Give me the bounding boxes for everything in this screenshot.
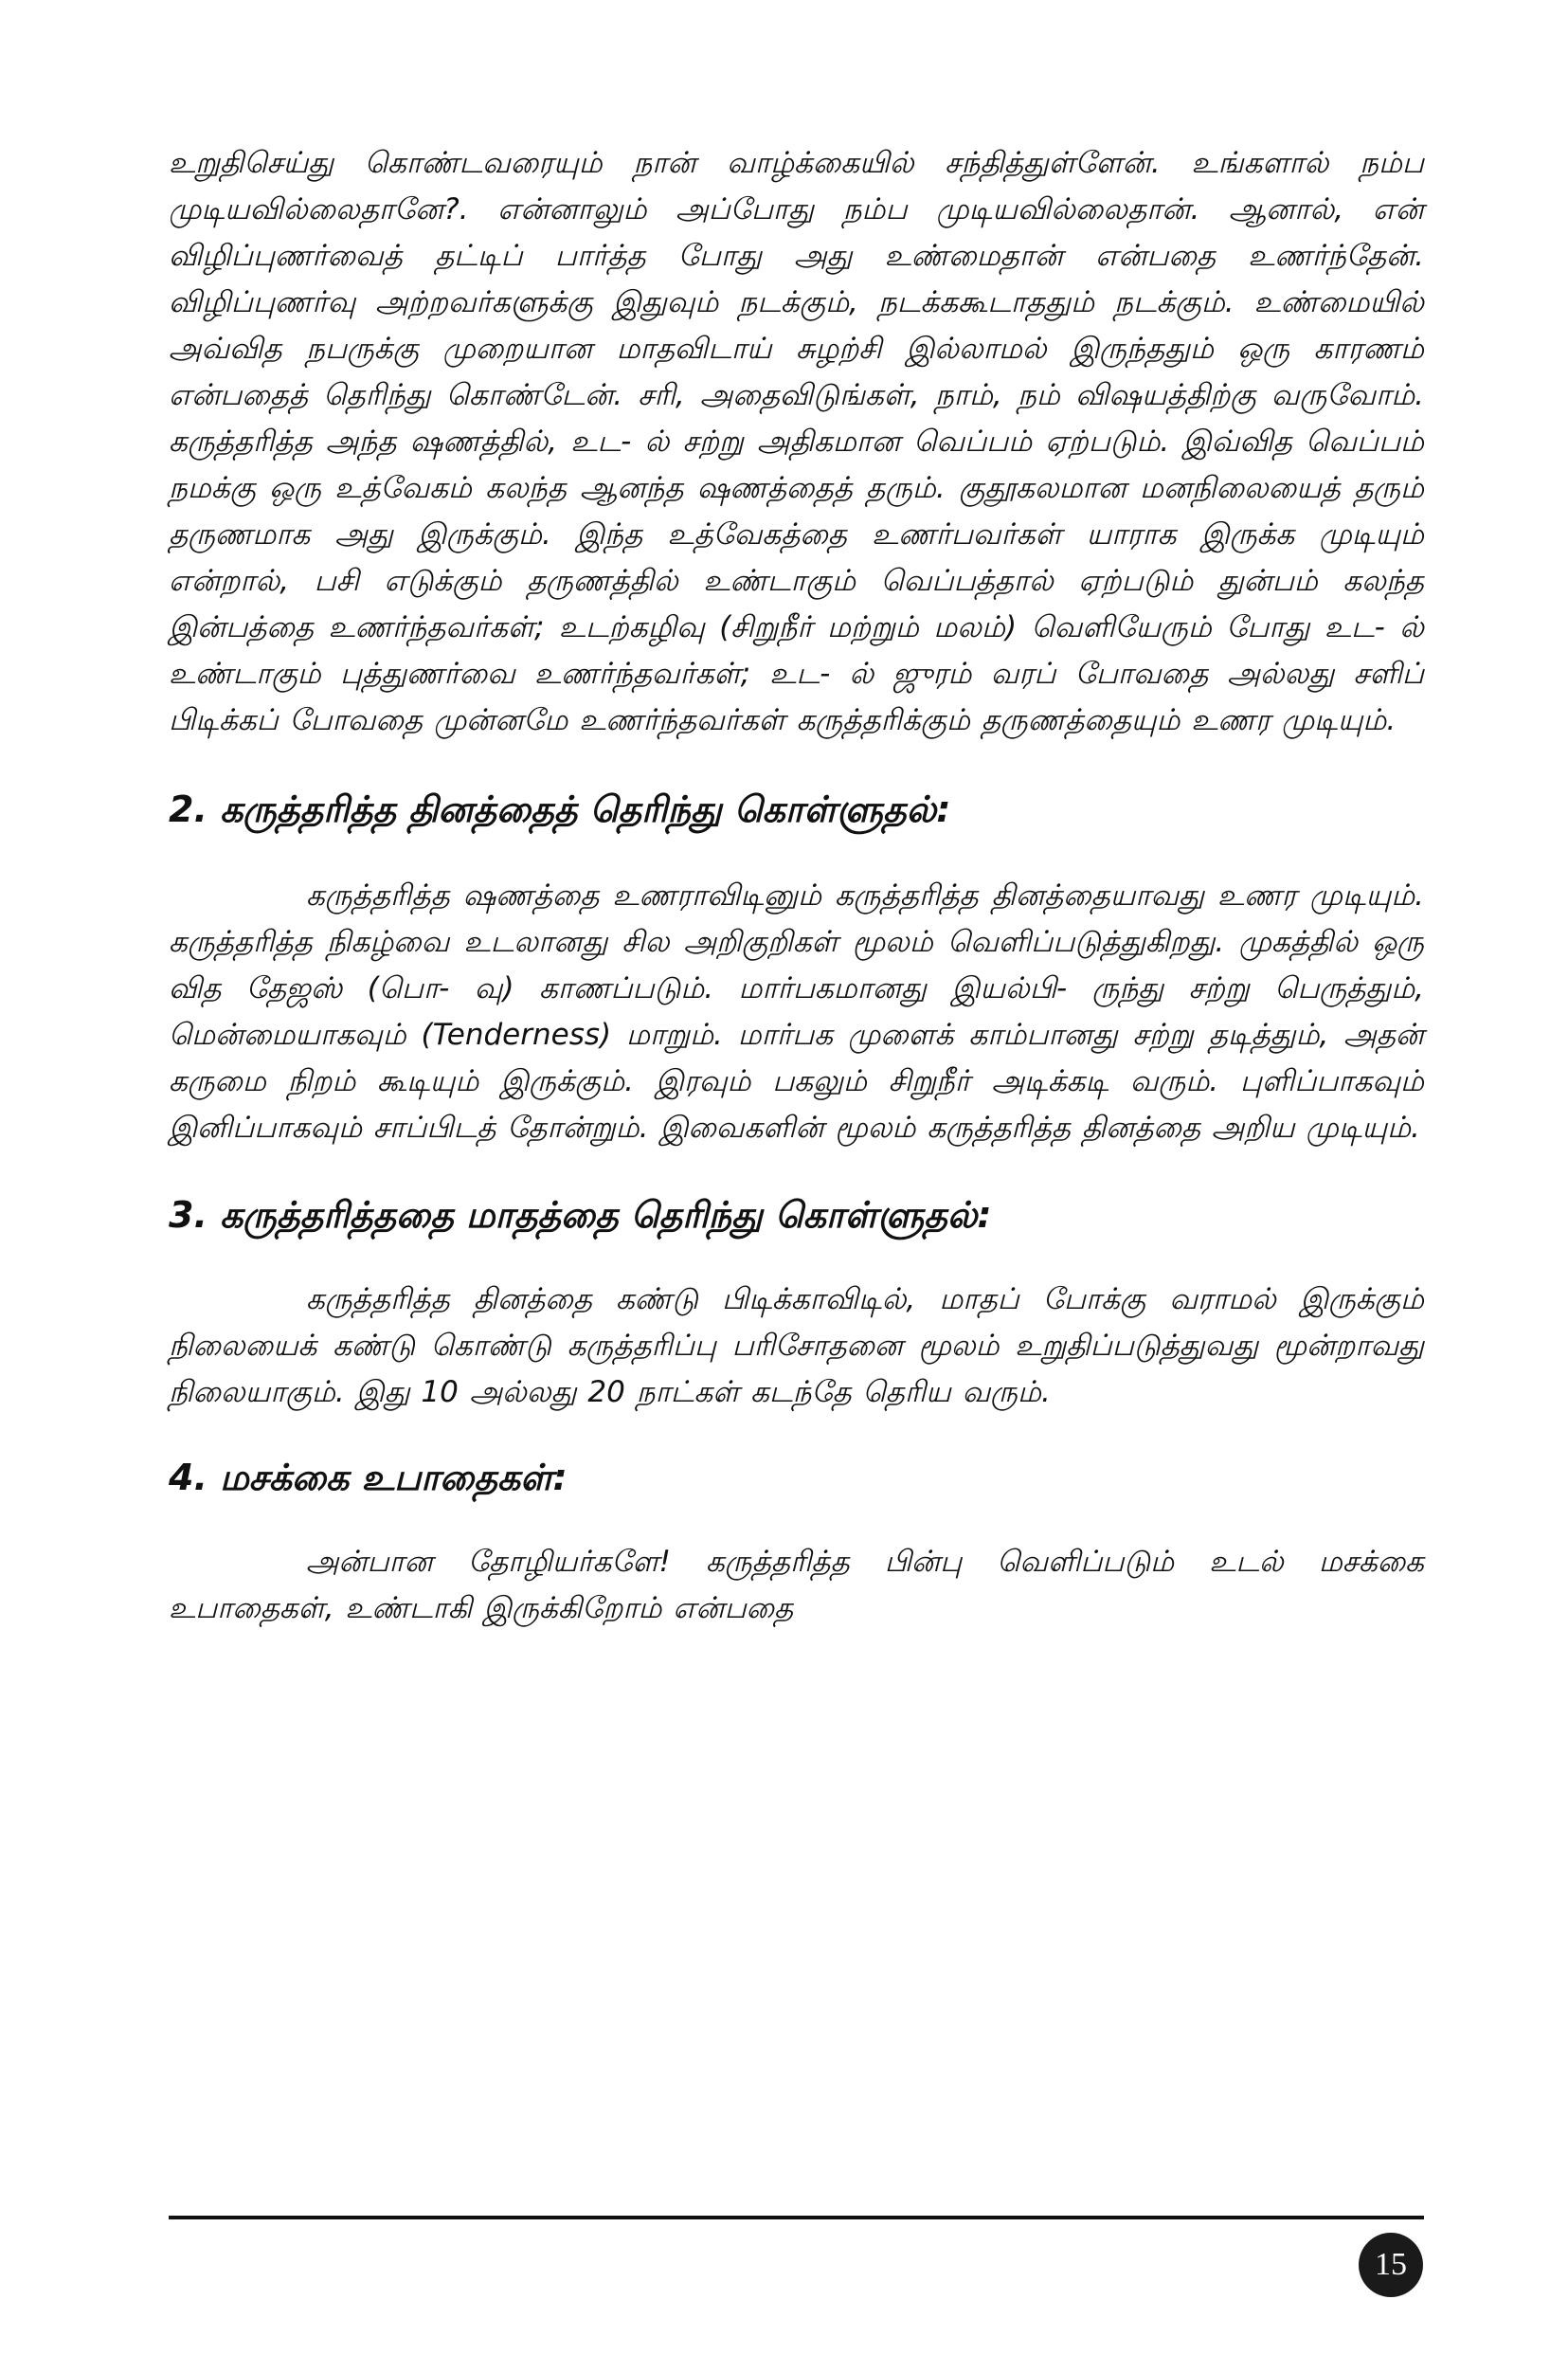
paragraph-section-2: கருத்தரித்த ஷணத்தை உணராவிடினும் கருத்தரித்த தினத்தையாவது உணர முடியும். கருத்தரித்த நிகழ்வை உடலானது சில அறிகுறிகள் மூலம் வெளிப்படுத்துகிறது. முகத்தில் ஒரு வித தேஜஸ் (பொ- வு) காணப்படும். மார்பகமானது இயல்பி- ருந்து சற்று பெருத்தும், மென்மையாகவும் (Tenderness) மாறும். மார்பக முளைக் காம்பானது சற்று தடித்தும், அதன் கருமை நிறம் கூடியும் இருக்கும். இரவும் பகலும் சிறுநீர் அடிக்கடி வரும். புளிப்பாகவும் இனிப்பாகவும் சாப்பிடத் தோன்றும். இவைகளின் மூலம் கருத்தரித்த தினத்தை அறிய முடியும். [169,878,1424,1145]
paragraph-continued: உறுதிசெய்து கொண்டவரையும் நான் வாழ்க்கையில் சந்தித்துள்ளேன். உங்களால் நம்ப முடியவில்லைதானே?. என்னாலும் அப்போது நம்ப முடியவில்லைதான். ஆனால், என் விழிப்புணர்வைத் தட்டிப் பார்த்த போது அது உண்மைதான் என்பதை உணர்ந்தேன். விழிப்புணர்வு அற்றவர்களுக்கு இதுவும் நடக்கும், நடக்ககூடாததும் நடக்கும். உண்மையில் அவ்வித நபருக்கு முறையான மாதவிடாய் சுழற்சி இல்லாமல் இருந்ததும் ஒரு காரணம் என்பதைத் தெரிந்து கொண்டேன். சரி, அதைவிடுங்கள், நாம், நம் விஷயத்திற்கு வருவோம். கருத்தரித்த அந்த ஷணத்தில், உட- ல் சற்று அதிகமான வெப்பம் ஏற்படும். இவ்வித வெப்பம் நமக்கு ஒரு உத்வேகம் கலந்த ஆனந்த ஷணத்தைத் தரும். குதூகலமான மனநிலையைத் தரும் தருணமாக அது இருக்கும். இந்த உத்வேகத்தை உணர்பவர்கள் யாராக இருக்க முடியும் என்றால், பசி எடுக்கும் தருணத்தில் உண்டாகும் வெப்பத்தால் ஏற்படும் துன்பம் கலந்த இன்பத்தை உணர்ந்தவர்கள்; உடற்கழிவு (சிறுநீர் மற்றும் மலம்) வெளியேரும் போது உட- ல் உண்டாகும் புத்துணர்வை உணர்ந்தவர்கள்; உட- ல் ஜுரம் வரப் போவதை அல்லது சளிப் பிடிக்கப் போவதை முன்னமே உணர்ந்தவர்கள் கருத்தரிக்கும் தருணத்தையும் உணர முடியும். [169,146,1424,737]
paragraph-section-3: கருத்தரித்த தினத்தை கண்டு பிடிக்காவிடில், மாதப் போக்கு வராமல் இருக்கும் நிலையைக் கண்டு கொண்டு கருத்தரிப்பு பரிசோதனை மூலம் உறுதிப்படுத்துவது மூன்றாவது நிலையாகும். இது 10 அல்லது 20 நாட்கள் கடந்தே தெரிய வரும். [169,1282,1424,1409]
section-heading-4: 4. மசக்கை உபாதைகள்: [169,1457,568,1498]
section-heading-2: 2. கருத்தரித்த தினத்தைத் தெரிந்து கொள்ளுதல்: [169,788,951,830]
paragraph-section-4: அன்பான தோழியர்களே! கருத்தரித்த பின்பு வெளிப்படும் உடல் மசக்கை உபாதைகள், உண்டாகி இருக்கிறோம் என்பதை [169,1545,1424,1625]
footer-rule [169,2216,1424,2219]
page-content [169,140,1424,1632]
page-number: 15 [1375,2247,1407,2282]
page-number-badge [1359,2233,1423,2297]
section-heading-3: 3. கருத்தரித்ததை மாதத்தை தெரிந்து கொள்ளுதல்: [169,1194,992,1236]
